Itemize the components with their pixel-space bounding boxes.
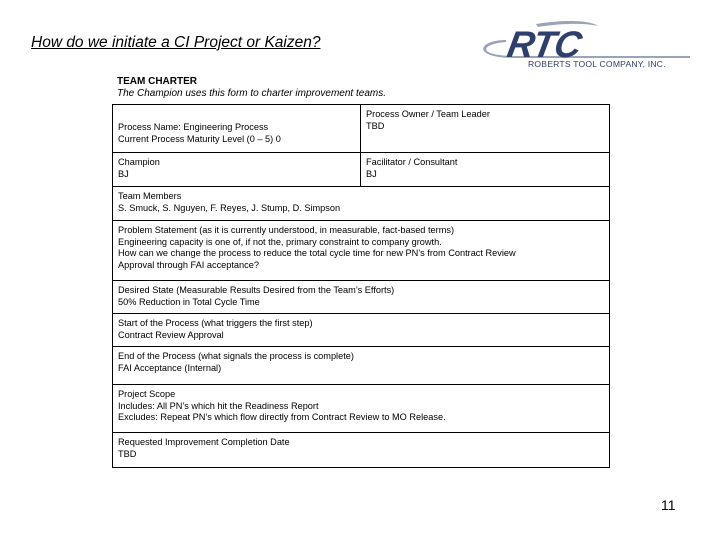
company-logo [476, 20, 700, 76]
end-of-process-cell [113, 347, 609, 384]
start-of-process-cell [113, 314, 609, 346]
desired-state-row [113, 281, 609, 314]
team-members-value: S. Smuck, S. Nguyen, F. Reyes, J. Stump, D. Simpson [118, 202, 341, 213]
start-of-process-label: Start of the Process (what triggers the first step) [118, 318, 313, 328]
champion-row [113, 153, 609, 187]
team-members-cell [113, 187, 609, 220]
project-scope-excludes: Excludes: Repeat PN’s which flow directly from Contract Review to MO Release. [118, 412, 446, 423]
problem-statement-line: Engineering capacity is one of, if not the, primary constraint to company growth. [118, 236, 442, 247]
completion-date-cell [113, 433, 609, 467]
team-members-row [113, 187, 609, 221]
facilitator-cell [361, 153, 609, 186]
process-row [113, 105, 609, 153]
page-number: 11 [661, 497, 676, 513]
problem-statement-label: Problem Statement (as it is currently understood, in measurable, fact-based terms) [118, 225, 454, 235]
team-members-label: Team Members [118, 191, 182, 201]
process-owner-label: Process Owner / Team Leader [366, 109, 490, 119]
process-name-line [118, 122, 355, 134]
champion-cell [113, 153, 361, 186]
process-maturity: Current Process Maturity Level (0 – 5) 0 [118, 133, 281, 144]
project-scope-row [113, 385, 609, 433]
project-scope-cell [113, 385, 609, 432]
end-of-process-value: FAI Acceptance (Internal) [118, 362, 222, 373]
start-of-process-row [113, 314, 609, 347]
end-of-process-row [113, 347, 609, 385]
problem-statement-line: How can we change the process to reduce the total cycle time for new PN’s from Contract Review [118, 248, 516, 259]
logo-mark: RTC [504, 24, 584, 65]
facilitator-label: Facilitator / Consultant [366, 157, 458, 167]
champion-value: BJ [118, 168, 129, 179]
project-scope-label: Project Scope [118, 389, 176, 399]
charter-heading: TEAM CHARTER [117, 76, 197, 87]
completion-date-value: TBD [118, 448, 137, 459]
facilitator-value: BJ [366, 168, 377, 179]
process-owner-value: TBD [366, 120, 385, 131]
process-name-label: Process Name [118, 122, 179, 132]
problem-statement-row [113, 221, 609, 281]
start-of-process-value: Contract Review Approval [118, 329, 224, 340]
champion-label: Champion [118, 157, 160, 167]
problem-statement-line: Approval through FAI acceptance? [118, 259, 259, 270]
desired-state-value: 50% Reduction in Total Cycle Time [118, 296, 260, 307]
logo-company-name: ROBERTS TOOL COMPANY, INC. [528, 59, 666, 69]
charter-subtitle: The Champion uses this form to charter improvement teams. [117, 88, 386, 99]
end-of-process-label: End of the Process (what signals the process is complete) [118, 351, 354, 361]
desired-state-cell [113, 281, 609, 313]
problem-statement-cell [113, 221, 609, 280]
completion-date-label: Requested Improvement Completion Date [118, 437, 290, 447]
slide-title: How do we initiate a CI Project or Kaizen? [31, 34, 321, 51]
team-charter-form [112, 104, 610, 468]
process-owner-cell [361, 105, 609, 152]
project-scope-includes: Includes: All PN’s which hit the Readiness Report [118, 400, 319, 411]
desired-state-label: Desired State (Measurable Results Desired from the Team’s Efforts) [118, 285, 395, 295]
process-name-value: : Engineering Process [178, 122, 269, 132]
process-name-cell [113, 105, 361, 152]
completion-date-row [113, 433, 609, 467]
